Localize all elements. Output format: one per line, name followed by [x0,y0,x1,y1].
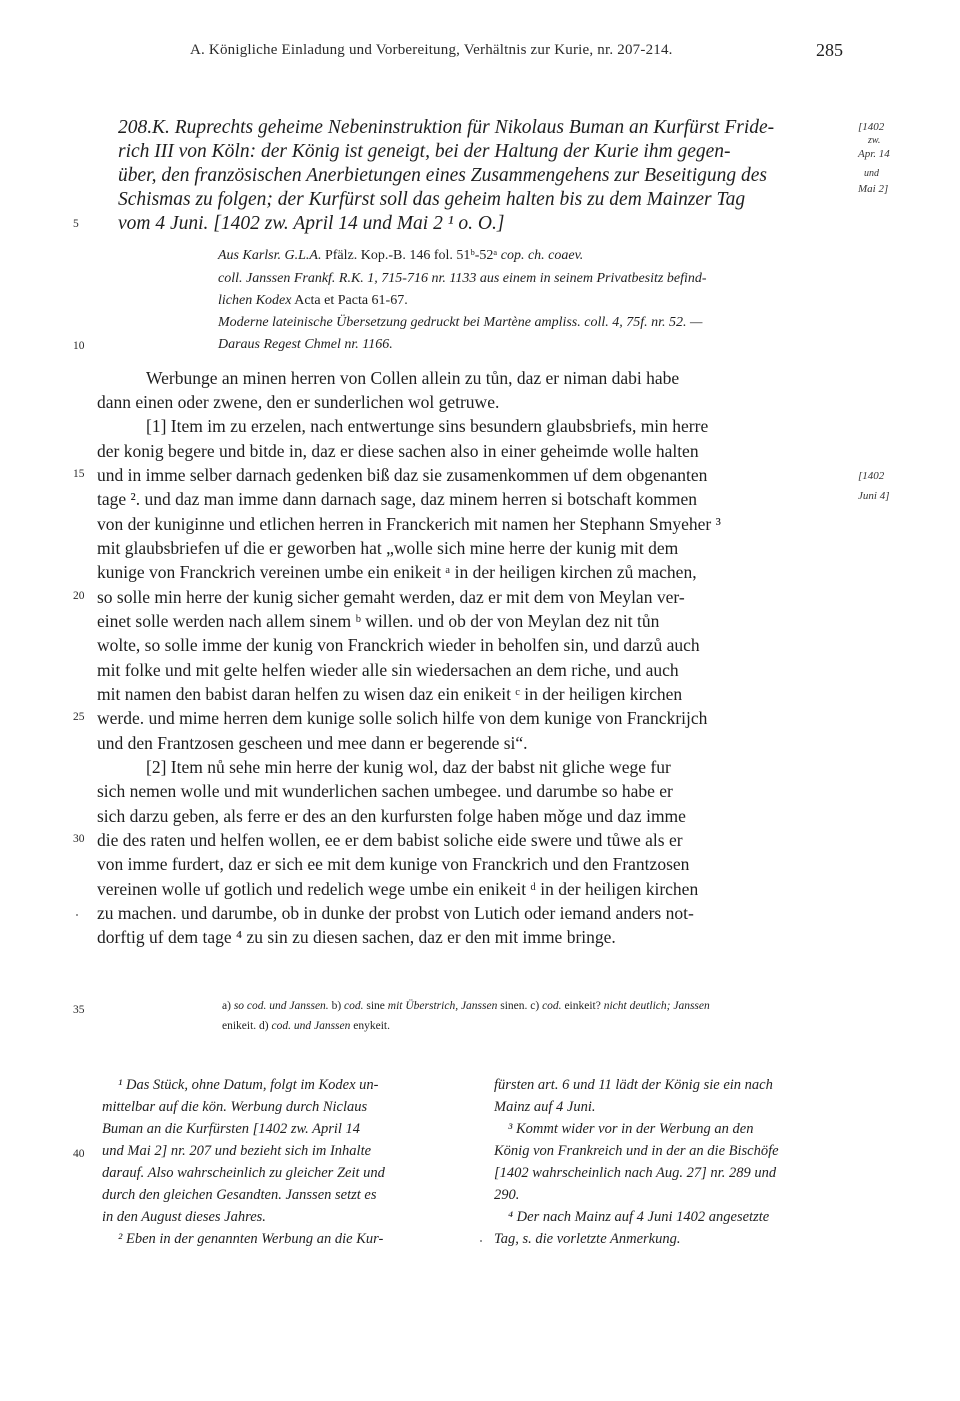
apparatus-line: enikeit. d) cod. und Janssen enykeit. [222,1020,390,1032]
body-line: wolte, so solle imme der kunig von Franckrich wieder in beholfen sin, und darzů auch [97,635,700,655]
scan-speck [480,1240,482,1242]
footnote-line: Buman an die Kurfürsten [1402 zw. April 14 [102,1121,361,1137]
line-number: 40 [73,1148,85,1160]
body-line: mit glaubsbriefen uf die er geworben hat „wolle sich mine herre der kunig mit dem [97,538,679,558]
footnote-line: durch den gleichen Gesandten. Janssen setzt es [102,1187,377,1203]
body-line: mit namen den babist daran helfen zu wisen daz ein enikeit ᶜ in der heiligen kirchen [97,684,683,704]
body-line: [2] Item nů sehe min herre der kunig wol, daz der babst nit gliche wege fur [146,757,671,777]
regest-line: über, den französischen Anerbietungen eines Zusammengehens zur Beseitigung des [118,165,768,186]
source-line: lichen Kodex Acta et Pacta 61-67. [218,293,408,308]
regest-line: vom 4 Juni. [1402 zw. April 14 und Mai 2 ¹ o. O.] [118,213,505,234]
body-line: dann einen oder zwene, den er sunderlichen wol getruwe. [97,392,500,412]
line-number: 30 [73,833,85,845]
body-line: sich nemen wolle und mit wunderlichen sachen umbegee. und darumbe so habe er [97,781,673,801]
source-line: coll. Janssen Frankf. R.K. 1, 715-716 nr. 1133 aus einem in seinem Privatbesitz befind- [218,271,707,286]
line-number: 10 [73,340,85,352]
footnote-line: und Mai 2] nr. 207 und bezieht sich im Inhalte [102,1143,372,1159]
line-number: 5 [73,218,79,230]
body-line: sich darzu geben, als ferre er des an den kurfursten folge haben mǒge und daz imme [97,806,686,826]
margin-date: [1402 [858,470,885,482]
page-number: 285 [816,40,843,60]
footnote-line: mittelbar auf die kön. Werbung durch Niclaus [102,1099,368,1115]
margin-date: zw. [868,135,881,146]
source-line: Aus Karlsr. G.L.A. Pfälz. Kop.-B. 146 fol. 51ᵇ-52ᵃ cop. ch. coaev. [218,248,584,263]
body-line: so solle min herre der kunig sicher gemaht werden, daz er mit dem von Meylan ver- [97,587,685,607]
footnote-line: [1402 wahrscheinlich nach Aug. 27] nr. 289 und [494,1165,777,1181]
body-line: und den Frantzosen gescheen und mee dann er begerende si“. [97,733,528,753]
margin-date: Juni 4] [858,490,890,502]
footnote-line: ¹ Das Stück, ohne Datum, folgt im Kodex un- [118,1077,379,1093]
body-line: Werbunge an minen herren von Collen allein zu tůn, daz er niman dabi habe [146,368,680,388]
body-line: tage ². und daz man imme dann darnach sage, daz minem herren si botschaft kommen [97,489,698,509]
regest-line: Schismas zu folgen; der Kurfürst soll das geheim halten bis zu dem Mainzer Tag [118,189,746,210]
footnote-line: Mainz auf 4 Juni. [494,1099,596,1115]
apparatus-line: a) so cod. und Janssen. b) cod. sine mit Überstrich, Janssen sinen. c) cod. einkeit? nicht deutlich; Janssen [222,1000,710,1012]
body-line: der konig begere und bitde in, daz er diese sachen also in einer geheimde wolle halten [97,441,699,461]
footnote-line: König von Frankreich und in der an die Bischöfe [494,1143,779,1159]
line-number: 25 [73,711,85,723]
body-line: vereinen wolle uf gotlich und redelich wege umbe ein enikeit ᵈ in der heiligen kirchen [97,879,699,899]
body-line: [1] Item im zu erzelen, nach entwertunge sins besundern glaubsbriefs, min herre [146,416,709,436]
body-line: von imme furdert, daz er sich ee mit dem kunige von Franckrich und den Frantzosen [97,854,690,874]
footnote-line: ² Eben in der genannten Werbung an die Kur- [118,1231,384,1247]
margin-date: und [864,168,879,179]
document-number: 208. [118,117,153,138]
line-number: 15 [73,468,85,480]
source-line: Moderne lateinische Übersetzung gedruckt bei Martène ampliss. coll. 4, 75f. nr. 52. — [218,315,703,330]
footnote-line: 290. [494,1187,520,1203]
regest-line: rich III von Köln: der König ist geneigt, bei der Haltung der Kurie ihm gegen- [118,141,731,162]
footnote-line: darauf. Also wahrscheinlich zu gleicher Zeit und [102,1165,385,1181]
body-line: mit folke und mit gelte helfen wieder alle sin wiedersachen an dem riche, und auch [97,660,679,680]
scan-speck [76,914,78,916]
line-number: 35 [73,1004,85,1016]
footnote-line: ⁴ Der nach Mainz auf 4 Juni 1402 angesetzte [508,1209,770,1225]
footnote-line: ³ Kommt wider vor in der Werbung an den [508,1121,754,1137]
regest-line: K. Ruprechts geheime Nebeninstruktion für Nikolaus Buman an Kurfürst Fride- [152,117,775,138]
body-line: die des raten und helfen wollen, ee er dem babist soliche eide swere und tůwe als er [97,830,683,850]
body-line: zu machen. und darumbe, ob in dunke der probst von Lutich oder iemand anders not- [97,903,694,923]
source-line: Daraus Regest Chmel nr. 1166. [218,337,393,352]
body-line: kunige von Franckrich vereinen umbe ein enikeit ᵃ in der heiligen kirchen zů machen, [97,562,697,582]
body-line: von der kuniginne und etlichen herren in Franckerich mit namen her Stephann Smyeher ³ [97,514,721,534]
body-line: einet solle werden nach allem sinem ᵇ willen. und ob der von Meylan dez nit tůn [97,611,660,631]
line-number: 20 [73,590,85,602]
running-title: A. Königliche Einladung und Vorbereitung, Verhältnis zur Kurie, nr. 207-214. [190,42,673,58]
margin-date: Mai 2] [858,183,889,195]
footnote-line: Tag, s. die vorletzte Anmerkung. [494,1231,681,1247]
footnote-line: fürsten art. 6 und 11 lädt der König sie ein nach [494,1077,773,1093]
body-line: dorftig uf dem tage ⁴ zu sin zu diesen sachen, daz er den mit imme bringe. [97,927,616,947]
body-line: werde. und mime herren dem kunige solle solich hilfe von dem kunige von Franckrijch [97,708,708,728]
body-line: und in imme selber darnach gedenken biß daz sie zusamenkommen uf dem obgenanten [97,465,708,485]
margin-date: Apr. 14 [858,148,890,160]
margin-date: [1402 [858,121,885,133]
footnote-line: in den August dieses Jahres. [102,1209,266,1225]
